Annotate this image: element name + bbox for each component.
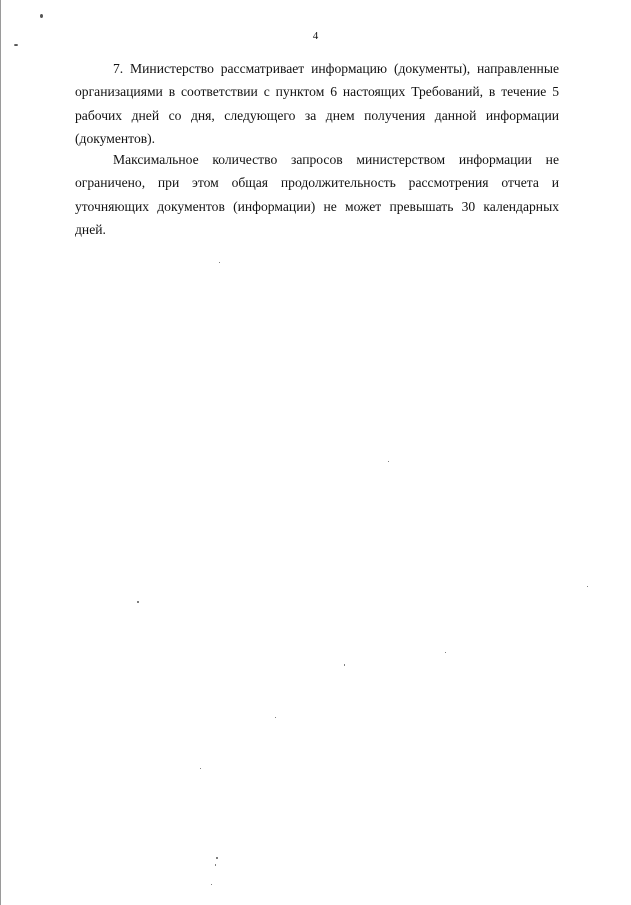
scan-speck (137, 601, 139, 603)
paragraph-1: 7. Министерство рассматривает информацию (документы), направленные организациями в соответствии с пунктом 6 настоящих Требований, в течение 5 рабочих дней со дня, следующего за днем получения данной информации (документов). (75, 61, 559, 146)
scan-speck (215, 864, 216, 866)
scan-speck (445, 652, 446, 653)
scan-speck (344, 664, 345, 666)
scan-speck (200, 768, 201, 769)
scan-speck (14, 44, 18, 46)
scan-edge-line (0, 0, 1, 905)
scan-speck (587, 586, 588, 587)
page-number: 4 (312, 30, 319, 42)
scan-speck (275, 717, 276, 718)
scan-speck (216, 857, 218, 859)
scan-speck (40, 14, 43, 18)
scan-speck (211, 884, 212, 885)
scan-speck (388, 461, 389, 462)
scan-speck (219, 262, 220, 263)
paragraph-2: Максимальное количество запросов министерством информации не ограничено, при этом общая продолжительность рассмотрения отчета и уточняющих документов (информации) не может превышать 30 календарных дней. (75, 152, 559, 237)
